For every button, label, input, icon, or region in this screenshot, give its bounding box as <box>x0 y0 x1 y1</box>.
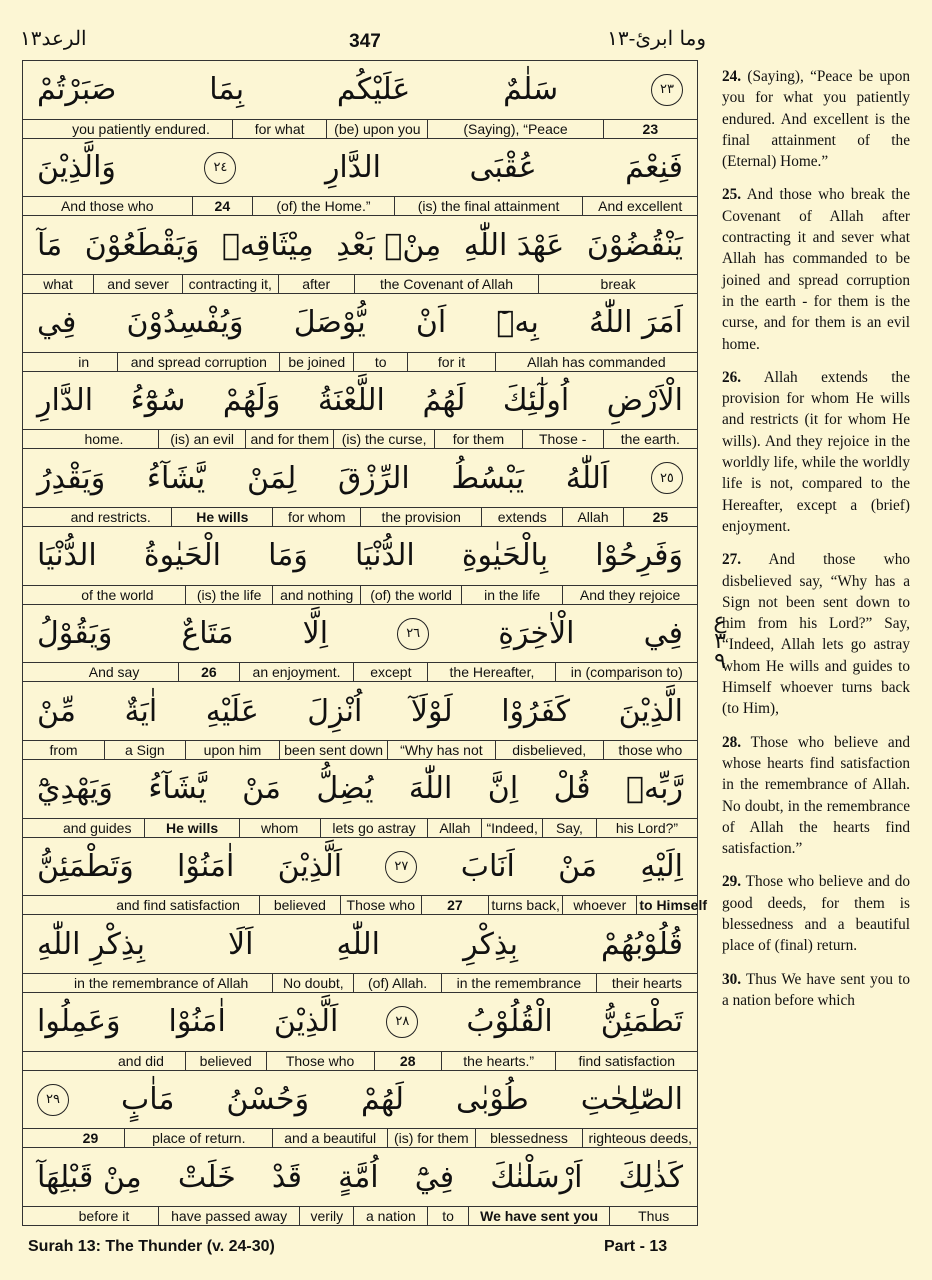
arabic-word: تَطْمَئِنُّ <box>600 1004 683 1040</box>
verse-row <box>23 605 697 683</box>
english-row <box>23 1206 697 1225</box>
arabic-word: اَلَّذِيْنَ <box>273 1004 339 1040</box>
verse-translation-text: Thus We have sent you to a nation before which <box>722 970 910 1009</box>
arabic-word: وَالَّذِيْنَ <box>37 150 116 185</box>
page-number: 347 <box>349 31 381 52</box>
arabic-row <box>23 294 697 352</box>
arabic-word: وَيَقْطَعُوْنَ <box>84 227 200 263</box>
arabic-row <box>23 915 697 973</box>
english-gloss-cell: a nation <box>353 1207 427 1225</box>
english-gloss-cell: (is) the curse, <box>333 430 434 448</box>
arabic-word: الرِّزْقَ <box>337 460 410 496</box>
verse-number: 25. <box>722 186 742 204</box>
arabic-word: فَنِعْمَ <box>625 150 683 185</box>
arabic-word: اللّٰهِ <box>336 926 381 962</box>
english-gloss-cell: the Covenant of Allah <box>354 275 538 293</box>
arabic-word: اَرْسَلْنٰكَ <box>490 1159 583 1195</box>
english-gloss-cell: to <box>427 1207 467 1225</box>
arabic-word: اُولٰٓئِكَ <box>502 383 570 419</box>
english-gloss-cell: the provision <box>360 508 481 526</box>
arabic-word: وَمَا <box>268 538 308 574</box>
english-gloss-cell: And excellent <box>582 197 697 215</box>
arabic-word: طُوْبٰى <box>455 1082 529 1118</box>
english-gloss-cell: And they rejoice <box>562 586 697 604</box>
english-gloss-cell: in (comparison to) <box>555 663 697 681</box>
footer-part: Part - 13 <box>604 1238 668 1255</box>
arabic-word: مَنْ <box>558 849 598 885</box>
english-gloss-cell: and for them <box>245 430 333 448</box>
english-row <box>23 662 697 681</box>
translation-paragraph <box>722 871 910 956</box>
english-gloss-cell: Allah <box>427 819 481 837</box>
english-gloss-cell: 24 <box>192 197 253 215</box>
arabic-word: مَاٰبٍ <box>120 1082 175 1118</box>
english-gloss-cell: righteous deeds, <box>582 1129 697 1147</box>
translation-paragraph <box>722 549 910 719</box>
english-gloss-cell: have passed away <box>158 1207 300 1225</box>
arabic-word: اٰمَنُوْا <box>168 1004 226 1040</box>
footer-surah-title: Surah 13: The Thunder (v. 24-30) <box>28 1238 275 1255</box>
english-gloss-cell: in <box>78 353 90 370</box>
arabic-row <box>23 139 697 197</box>
arabic-word: اَنَابَ <box>460 849 515 885</box>
ayah-number-marker: ٢٣ <box>651 74 683 106</box>
arabic-word: الدَّارِ <box>37 383 94 419</box>
arabic-word: يَّشَآءُ <box>148 771 207 807</box>
verse-row <box>23 915 697 993</box>
header-juz-name: وما ابرئ-١٣ <box>607 26 706 50</box>
ayah-number-marker: ٢٨ <box>386 1006 418 1038</box>
english-gloss-cell: 27 <box>421 896 488 914</box>
arabic-row <box>23 760 697 818</box>
english-gloss-cell: (of) the world <box>360 586 461 604</box>
verse-row <box>23 838 708 916</box>
verse-row <box>23 372 697 450</box>
verse-row <box>23 216 697 294</box>
english-row <box>23 895 708 914</box>
english-gloss-cell: and spread corruption <box>117 353 279 371</box>
translation-paragraph <box>722 66 910 172</box>
english-gloss-cell: for them <box>434 430 522 448</box>
arabic-word: اَلَا <box>228 926 254 962</box>
translation-paragraph <box>722 184 910 354</box>
arabic-row <box>23 527 697 585</box>
arabic-word: عَلَيْكُم <box>336 72 411 108</box>
arabic-word: اُنْزِلَ <box>307 693 363 729</box>
arabic-word: يَنْقُضُوْنَ <box>586 227 683 263</box>
english-gloss-cell: the Hereafter, <box>427 663 555 681</box>
english-gloss-cell: for it <box>407 353 495 371</box>
english-gloss-cell: and a beautiful <box>272 1129 387 1147</box>
english-gloss-cell: (is) the final attainment <box>394 197 583 215</box>
english-gloss-cell: He wills <box>144 819 238 837</box>
english-gloss-cell: the hearts.” <box>441 1052 556 1070</box>
english-gloss-cell: in the life <box>461 586 562 604</box>
english-gloss-cell: He wills <box>171 508 272 526</box>
verse-number: 30. <box>722 970 742 988</box>
verse-row <box>23 294 697 372</box>
english-row <box>23 429 697 448</box>
arabic-word: يَّشَآءُ <box>146 460 206 496</box>
english-gloss-cell: (of) the Home.” <box>252 197 394 215</box>
verse-translation-text: (Saying), “Peace be upon you for what you patiently endured. And excellent is the final attainment of the (Eternal) Home.” <box>722 68 910 171</box>
arabic-word: عَلَيْهِ <box>205 693 259 729</box>
arabic-word: قُلْ <box>553 771 591 807</box>
english-row <box>23 818 697 837</box>
arabic-word: وَيَهْدِيْٓ <box>37 771 113 807</box>
english-gloss-cell: upon him <box>185 741 279 759</box>
arabic-word: وَلَهُمْ <box>222 383 281 419</box>
arabic-word: وَعَمِلُوا <box>37 1004 121 1040</box>
english-gloss-cell: of the world <box>81 586 154 603</box>
arabic-word: فِي <box>643 616 683 652</box>
english-gloss-cell: We have sent you <box>468 1207 610 1225</box>
arabic-word: الصّٰلِحٰتِ <box>580 1082 683 1118</box>
arabic-word: اللَّعْنَةُ <box>317 383 385 419</box>
arabic-word: بِمَا <box>209 72 245 108</box>
ayah-number-marker: ٢٧ <box>385 851 417 883</box>
english-gloss-cell: Say, <box>542 819 596 837</box>
english-gloss-cell: Allah <box>562 508 623 526</box>
arabic-word: مِّنْ <box>37 693 76 729</box>
arabic-word: بِذِكْرِ اللّٰهِ <box>37 926 145 962</box>
english-row <box>23 1051 697 1070</box>
arabic-word: اُمَّةٍ <box>338 1159 379 1195</box>
arabic-word: اَمَرَ اللّٰهُ <box>588 305 683 341</box>
arabic-word: مَآ <box>37 227 63 263</box>
arabic-word: اٰمَنُوْا <box>177 849 235 885</box>
arabic-word: سَلٰمٌ <box>503 72 559 108</box>
arabic-word: لَهُمُ <box>422 383 466 419</box>
english-gloss-cell: “Indeed, <box>481 819 542 837</box>
verse-row <box>23 1071 697 1149</box>
english-gloss-cell: in the remembrance <box>441 974 596 992</box>
english-gloss-cell: lets go astray <box>320 819 428 837</box>
arabic-word: اِلَيْهِ <box>640 849 683 885</box>
arabic-row <box>23 993 697 1051</box>
ayah-number-marker: ٢٤ <box>204 152 236 184</box>
verse-translation-text: Those who believe and do good deeds, for them is blessedness and a beautiful place of (final) return. <box>722 873 910 955</box>
english-gloss-cell: And say <box>88 664 140 681</box>
verse-row <box>23 61 697 139</box>
arabic-word: وَحُسْنُ <box>226 1082 310 1118</box>
arabic-word: فِي <box>37 305 77 341</box>
english-gloss-cell: from <box>49 742 78 759</box>
english-gloss-cell: place of return. <box>124 1129 272 1147</box>
arabic-word: بِالْحَيٰوةِ <box>461 538 549 574</box>
english-gloss-cell: after <box>278 275 354 293</box>
translation-column <box>722 66 910 1023</box>
english-gloss-cell: believed <box>259 896 340 914</box>
arabic-word: خَلَتْ <box>177 1159 236 1195</box>
english-gloss-cell: before it <box>78 1208 130 1225</box>
english-gloss-cell: And those who <box>60 198 154 215</box>
verse-row <box>23 1148 697 1225</box>
english-gloss-cell: “Why has not <box>387 741 495 759</box>
english-gloss-cell: (be) upon you <box>326 120 427 138</box>
translation-paragraph <box>722 732 910 860</box>
english-gloss-cell: disbelieved, <box>495 741 603 759</box>
arabic-word: وَيَقُوْلُ <box>37 616 113 652</box>
ayah-number-marker: ٢٩ <box>37 1084 69 1116</box>
arabic-word: الَّذِيْنَ <box>618 693 683 729</box>
english-gloss-cell: home. <box>84 431 124 448</box>
english-gloss-cell: (Saying), “Peace <box>427 120 602 138</box>
verse-translation-text: And those who disbelieved say, “Why has a Sign not been sent down to him from his Lord?” Say, “Indeed, Allah lets go astray whom He wills and guides to Himself whoever turns back (to Him), <box>722 551 910 718</box>
english-gloss-cell: Thus <box>609 1207 697 1225</box>
english-gloss-cell: except <box>353 663 427 681</box>
arabic-row <box>23 838 697 896</box>
english-gloss-cell: Allah has commanded <box>495 353 697 371</box>
arabic-word: قُلُوْبُهُمْ <box>601 926 683 962</box>
arabic-word: اللّٰهَ <box>408 771 453 807</box>
arabic-word: يُّوْصَلَ <box>293 305 366 341</box>
english-gloss-cell: No doubt, <box>272 974 353 992</box>
english-gloss-cell: his Lord?” <box>596 819 697 837</box>
ayah-number-marker: ٢٥ <box>651 462 683 494</box>
verse-translation-text: Allah extends the provision for whom He wills and restricts (it for whom He wills). And they rejoice in the worldly life, while the worldly life is not, compared to the Hereafter, except a (brief) enjoyment. <box>722 368 910 535</box>
translation-paragraph <box>722 367 910 537</box>
english-gloss-cell: for what <box>232 120 326 138</box>
english-gloss-cell: their hearts <box>596 974 697 992</box>
english-gloss-cell: the earth. <box>603 430 697 448</box>
english-gloss-cell: (is) the life <box>185 586 273 604</box>
english-gloss-cell: whoever <box>562 896 636 914</box>
verse-row <box>23 527 697 605</box>
arabic-word: كَذٰلِكَ <box>618 1159 683 1195</box>
english-gloss-cell: an enjoyment. <box>239 663 354 681</box>
arabic-word: لَهُمْ <box>361 1082 404 1118</box>
arabic-row <box>23 1071 697 1129</box>
ruku-marker: ع ٣ ٩ <box>713 609 727 674</box>
english-row <box>23 507 697 526</box>
arabic-word: اٰيَةٌ <box>124 693 158 729</box>
arabic-word: وَيُفْسِدُوْنَ <box>126 305 244 341</box>
english-gloss-cell: and sever <box>93 275 182 293</box>
english-gloss-cell: Those who <box>340 896 421 914</box>
arabic-word: لِمَنْ <box>246 460 297 496</box>
english-gloss-cell: what <box>43 276 73 293</box>
verse-translation-text: And those who break the Covenant of Allah after contracting it and sever what Allah has commanded to be joined and spread corruption in the earth - for them is the curse, and for them is an evil home. <box>722 186 910 353</box>
arabic-row <box>23 372 697 430</box>
arabic-word: فِيْٓ <box>414 1159 455 1195</box>
arabic-word: الدُّنْيَا <box>354 538 415 574</box>
english-gloss-cell: to <box>353 353 407 371</box>
arabic-row <box>23 449 697 507</box>
arabic-word: اَللّٰهُ <box>565 460 610 496</box>
arabic-word: لَوْلَآ <box>410 693 453 729</box>
english-gloss-cell: 29 <box>82 1130 99 1147</box>
arabic-word: قَدْ <box>271 1159 302 1195</box>
arabic-row <box>23 216 697 274</box>
english-gloss-cell: 25 <box>623 508 697 526</box>
english-gloss-cell: be joined <box>279 353 353 371</box>
arabic-word: الْاَرْضِ <box>606 383 683 419</box>
english-gloss-cell: (is) an evil <box>158 430 246 448</box>
english-gloss-cell: 23 <box>603 120 697 138</box>
english-row <box>23 196 697 215</box>
word-by-word-grid <box>22 60 708 1226</box>
arabic-word: الدَّارِ <box>324 150 381 185</box>
english-gloss-cell: and guides <box>62 819 132 836</box>
english-gloss-cell: and nothing <box>272 586 360 604</box>
english-gloss-cell: to Himself <box>636 896 697 914</box>
arabic-word: بِهٖٓ <box>496 305 539 341</box>
arabic-word: يَبْسُطُ <box>451 460 525 496</box>
verse-translation-text: Those who believe and whose hearts find satisfaction in the remembrance of Allah. No doubt, in the remembrance of Allah the hearts find satisfaction.” <box>722 733 910 858</box>
english-gloss-cell: a Sign <box>104 741 185 759</box>
verse-number: 26. <box>722 368 742 386</box>
verse-number: 29. <box>722 873 742 891</box>
english-gloss-cell: those who <box>603 741 697 759</box>
verse-row <box>23 449 697 527</box>
arabic-word: وَتَطْمَئِنُّ <box>37 849 134 885</box>
english-gloss-cell: 28 <box>374 1052 441 1070</box>
arabic-word: يُضِلُّ <box>316 771 374 807</box>
english-row <box>23 1128 697 1147</box>
verse-row <box>23 760 697 838</box>
arabic-word: عُقْبَى <box>469 150 537 185</box>
english-gloss-cell: believed <box>185 1052 266 1070</box>
english-gloss-cell: 26 <box>178 663 239 681</box>
arabic-word: صَبَرْتُمْ <box>37 72 117 108</box>
english-gloss-cell: and did <box>118 1052 164 1069</box>
arabic-row <box>23 682 697 740</box>
arabic-word: اَنْ <box>415 305 447 341</box>
arabic-word: اِلَّا <box>302 616 329 652</box>
arabic-word: وَفَرِحُوْا <box>595 538 683 574</box>
arabic-word: اَلَّذِيْنَ <box>277 849 343 885</box>
header-surah-name: الرعد١٣ <box>20 26 87 50</box>
arabic-word: بِذِكْرِ <box>463 926 518 962</box>
english-gloss-cell: contracting it, <box>182 275 277 293</box>
english-gloss-cell: verily <box>299 1207 353 1225</box>
english-row <box>23 973 697 992</box>
arabic-row <box>23 61 697 119</box>
english-gloss-cell: extends <box>481 508 562 526</box>
arabic-word: مِنْ قَبْلِهَآ <box>37 1159 142 1195</box>
arabic-word: الْاٰخِرَةِ <box>498 616 575 652</box>
english-gloss-cell: you patiently endured. <box>72 120 210 137</box>
english-gloss-cell: Those - <box>522 430 603 448</box>
arabic-word: الْحَيٰوةُ <box>143 538 221 574</box>
english-gloss-cell: turns back, <box>488 896 562 914</box>
english-gloss-cell: Those who <box>266 1052 374 1070</box>
english-row <box>23 740 697 759</box>
verse-row <box>23 139 697 217</box>
english-gloss-cell: break <box>538 275 697 293</box>
english-row <box>23 119 697 138</box>
english-gloss-cell: find satisfaction <box>555 1052 697 1070</box>
arabic-word: اِنَّ <box>487 771 519 807</box>
arabic-word: سُوْٓءُ <box>130 383 186 419</box>
arabic-word: عَهْدَ اللّٰهِ <box>463 227 565 263</box>
arabic-word: وَيَقْدِرُ <box>37 460 106 496</box>
arabic-word: مَنْ <box>242 771 281 807</box>
verse-row <box>23 682 697 760</box>
arabic-word: مِنْۢ بَعْدِ <box>336 227 442 263</box>
english-gloss-cell: and find satisfaction <box>116 897 240 914</box>
verse-row <box>23 993 697 1071</box>
english-gloss-cell: (of) Allah. <box>353 974 441 992</box>
arabic-word: الْقُلُوْبُ <box>466 1004 553 1040</box>
english-gloss-cell: (is) for them <box>387 1129 475 1147</box>
arabic-word: مِيْثَاقِهٖ <box>221 227 314 263</box>
arabic-word: رَّبِّهٖ <box>626 771 683 807</box>
arabic-word: مَتَاعٌ <box>181 616 234 652</box>
ayah-number-marker: ٢٦ <box>397 618 429 650</box>
arabic-word: الدُّنْيَا <box>37 538 97 574</box>
english-gloss-cell: and restricts. <box>70 509 151 526</box>
translation-paragraph <box>722 969 910 1012</box>
english-gloss-cell: whom <box>239 819 320 837</box>
english-row <box>23 274 697 293</box>
english-row <box>23 585 697 604</box>
arabic-row <box>23 605 697 663</box>
english-gloss-cell: in the remembrance of Allah <box>74 975 249 992</box>
arabic-word: كَفَرُوْا <box>501 693 571 729</box>
english-row <box>23 352 697 371</box>
english-gloss-cell: for whom <box>272 508 360 526</box>
english-gloss-cell: blessedness <box>475 1129 583 1147</box>
english-gloss-cell: been sent down <box>279 741 387 759</box>
verse-number: 24. <box>722 68 742 85</box>
arabic-row <box>23 1148 697 1206</box>
verse-number: 28. <box>722 733 742 751</box>
verse-number: 27. <box>722 551 742 569</box>
